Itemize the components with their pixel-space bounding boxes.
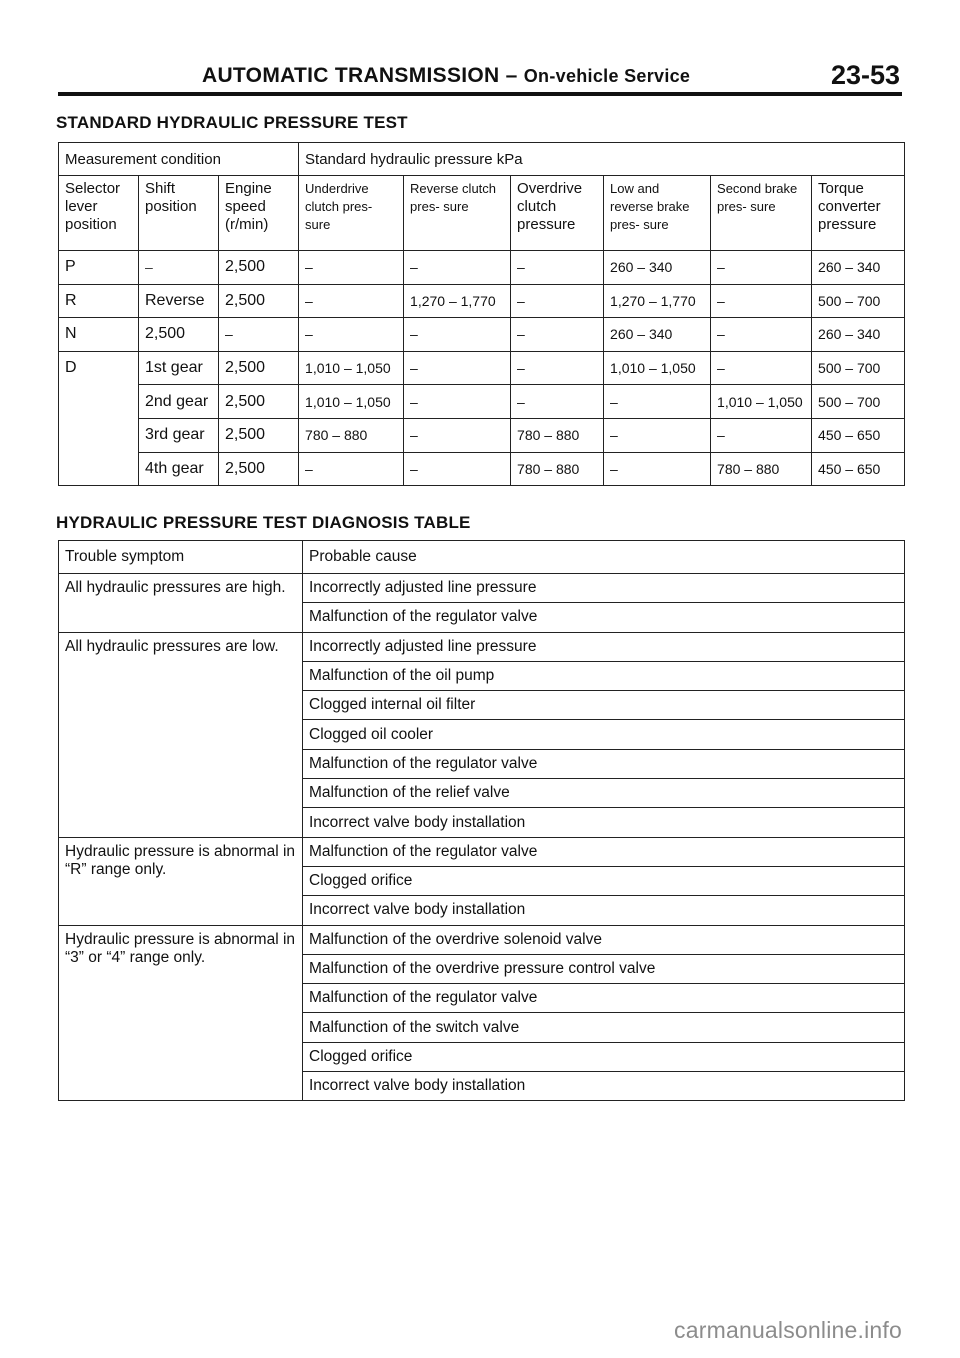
cell-selector: P — [59, 251, 139, 285]
table-row — [59, 418, 905, 452]
diagnosis-table — [58, 540, 905, 1101]
col-probable-cause: Probable cause — [303, 541, 905, 574]
col-shift-position: Shift position — [139, 176, 219, 251]
col-underdrive-clutch-pressure: Underdrive clutch pres- sure — [299, 176, 404, 251]
cause-cell: Malfunction of the relief valve — [303, 779, 905, 808]
cell-sec: – — [711, 418, 812, 452]
table-row — [59, 385, 905, 419]
cell-lr: 1,270 – 1,770 — [604, 284, 711, 318]
symptom-cell: All hydraulic pressures are low. — [59, 632, 303, 837]
watermark: carmanualsonline.info — [674, 1317, 902, 1343]
col-trouble-symptom: Trouble symptom — [59, 541, 303, 574]
cell-shift: 1st gear — [139, 351, 219, 385]
cell-engine: 2,500 — [219, 385, 299, 419]
cell-shift: 2nd gear — [139, 385, 219, 419]
cell-tc: 500 – 700 — [812, 351, 905, 385]
symptom-cell: All hydraulic pressures are high. — [59, 574, 303, 633]
cell-selector: R — [59, 284, 139, 318]
cause-cell: Clogged orifice — [303, 1042, 905, 1071]
table-row — [59, 284, 905, 318]
cell-tc: 500 – 700 — [812, 385, 905, 419]
cause-cell: Malfunction of the regulator valve — [303, 749, 905, 778]
page-number: 23-53 — [830, 60, 900, 90]
cell-shift: – — [139, 251, 219, 285]
cell-rev: – — [404, 318, 511, 352]
page-header — [58, 60, 902, 96]
cell-lr: – — [604, 385, 711, 419]
cell-od: 780 – 880 — [511, 418, 604, 452]
col-overdrive-clutch-pressure: Overdrive clutch pressure — [511, 176, 604, 251]
cell-sec: 780 – 880 — [711, 452, 812, 486]
cell-od: – — [511, 318, 604, 352]
table-row — [59, 452, 905, 486]
cell-tc: 450 – 650 — [812, 418, 905, 452]
measurement-condition-header: Measurement condition — [59, 143, 299, 176]
cause-cell: Malfunction of the oil pump — [303, 661, 905, 690]
cell-engine: – — [219, 318, 299, 352]
cell-ud: – — [299, 452, 404, 486]
cell-od: 780 – 880 — [511, 452, 604, 486]
cell-shift: Reverse — [139, 284, 219, 318]
table-row — [59, 251, 905, 285]
cell-sec: – — [711, 251, 812, 285]
standard-pressure-header: Standard hydraulic pressure kPa — [299, 143, 905, 176]
cause-cell: Incorrectly adjusted line pressure — [303, 632, 905, 661]
cell-engine: 2,500 — [219, 418, 299, 452]
standard-test-heading: STANDARD HYDRAULIC PRESSURE TEST — [56, 113, 408, 132]
standard-pressure-table — [58, 142, 905, 486]
cause-cell: Clogged oil cooler — [303, 720, 905, 749]
cell-lr: – — [604, 452, 711, 486]
table-row — [59, 925, 905, 954]
cause-cell: Malfunction of the regulator valve — [303, 837, 905, 866]
col-low-reverse-brake-pressure: Low and reverse brake pres- sure — [604, 176, 711, 251]
cell-ud: 1,010 – 1,050 — [299, 351, 404, 385]
symptom-cell: Hydraulic pressure is abnormal in “R” range only. — [59, 837, 303, 925]
table-row — [59, 574, 905, 603]
table-row — [59, 837, 905, 866]
cell-rev: 1,270 – 1,770 — [404, 284, 511, 318]
cause-cell: Incorrect valve body installation — [303, 808, 905, 837]
table-row — [59, 632, 905, 661]
cell-ud: – — [299, 318, 404, 352]
cell-sec: – — [711, 351, 812, 385]
cause-cell: Incorrect valve body installation — [303, 896, 905, 925]
table-row — [59, 318, 905, 352]
col-reverse-clutch-pressure: Reverse clutch pres- sure — [404, 176, 511, 251]
cell-tc: 260 – 340 — [812, 318, 905, 352]
cell-tc: 260 – 340 — [812, 251, 905, 285]
cause-cell: Clogged orifice — [303, 866, 905, 895]
cell-ud: 1,010 – 1,050 — [299, 385, 404, 419]
cell-od: – — [511, 251, 604, 285]
cell-rev: – — [404, 452, 511, 486]
cell-rev: – — [404, 385, 511, 419]
cell-od: – — [511, 351, 604, 385]
header-title-line — [202, 64, 690, 88]
cell-ud: – — [299, 251, 404, 285]
col-second-brake-pressure: Second brake pres- sure — [711, 176, 812, 251]
cell-sec: 1,010 – 1,050 — [711, 385, 812, 419]
diagnosis-header-row — [59, 541, 905, 574]
cell-od: – — [511, 284, 604, 318]
cell-od: – — [511, 385, 604, 419]
header-dash: – — [505, 64, 518, 87]
cell-rev: – — [404, 418, 511, 452]
table-column-header-row — [59, 176, 905, 251]
cell-selector: D — [59, 351, 139, 485]
cell-engine: 2,500 — [219, 452, 299, 486]
cause-cell: Incorrectly adjusted line pressure — [303, 574, 905, 603]
cell-shift: 4th gear — [139, 452, 219, 486]
cell-engine: 2,500 — [219, 251, 299, 285]
cell-ud: – — [299, 284, 404, 318]
cell-lr: 1,010 – 1,050 — [604, 351, 711, 385]
cause-cell: Incorrect valve body installation — [303, 1072, 905, 1101]
cell-sec: – — [711, 318, 812, 352]
cause-cell: Clogged internal oil filter — [303, 691, 905, 720]
header-title: AUTOMATIC TRANSMISSION — [202, 64, 500, 87]
cell-rev: – — [404, 351, 511, 385]
diagnosis-heading: HYDRAULIC PRESSURE TEST DIAGNOSIS TABLE — [56, 513, 471, 532]
cell-sec: – — [711, 284, 812, 318]
cell-rev: – — [404, 251, 511, 285]
cell-lr: 260 – 340 — [604, 251, 711, 285]
cell-lr: 260 – 340 — [604, 318, 711, 352]
cell-tc: 450 – 650 — [812, 452, 905, 486]
cell-shift: 3rd gear — [139, 418, 219, 452]
cause-cell: Malfunction of the regulator valve — [303, 984, 905, 1013]
cell-shift: 2,500 — [139, 318, 219, 352]
col-engine-speed: Engine speed (r/min) — [219, 176, 299, 251]
cell-lr: – — [604, 418, 711, 452]
cause-cell: Malfunction of the overdrive pressure control valve — [303, 954, 905, 983]
col-selector-lever-position: Selector lever position — [59, 176, 139, 251]
cell-tc: 500 – 700 — [812, 284, 905, 318]
table-row — [59, 351, 905, 385]
col-torque-converter-pressure: Torque converter pressure — [812, 176, 905, 251]
cell-engine: 2,500 — [219, 284, 299, 318]
cell-engine: 2,500 — [219, 351, 299, 385]
cell-ud: 780 – 880 — [299, 418, 404, 452]
cause-cell: Malfunction of the switch valve — [303, 1013, 905, 1042]
symptom-cell: Hydraulic pressure is abnormal in “3” or “4” range only. — [59, 925, 303, 1101]
header-subtitle: On-vehicle Service — [523, 66, 691, 86]
table-group-header-row — [59, 143, 905, 176]
cause-cell: Malfunction of the overdrive solenoid valve — [303, 925, 905, 954]
cause-cell: Malfunction of the regulator valve — [303, 603, 905, 632]
cell-selector: N — [59, 318, 139, 352]
